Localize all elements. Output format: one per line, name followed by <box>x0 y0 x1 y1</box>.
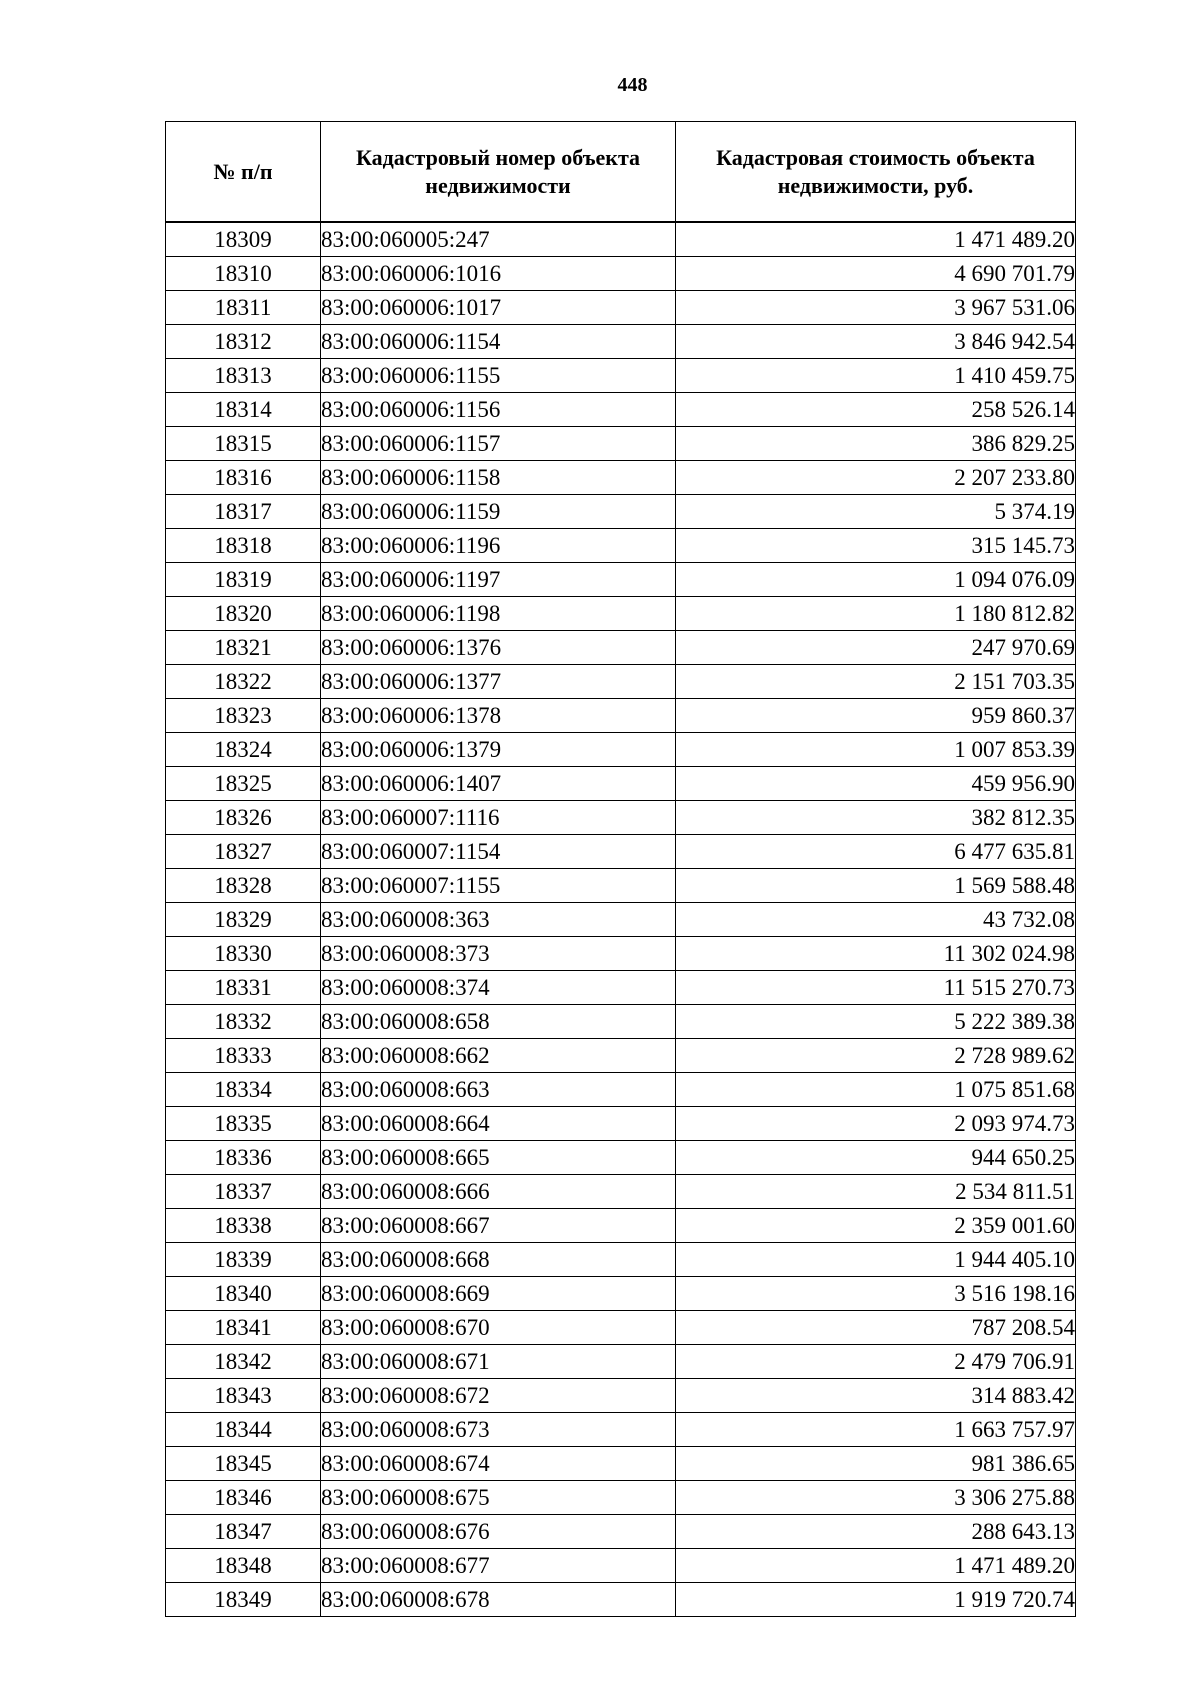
cadastral-number-cell: 83:00:060008:677 <box>321 1549 676 1583</box>
row-number-cell: 18344 <box>166 1413 321 1447</box>
row-number-cell: 18320 <box>166 597 321 631</box>
cadastral-number-cell: 83:00:060006:1154 <box>321 325 676 359</box>
cadastral-value-cell: 1 180 812.82 <box>676 597 1076 631</box>
row-number-cell: 18331 <box>166 971 321 1005</box>
cadastral-value-cell: 3 516 198.16 <box>676 1277 1076 1311</box>
table-row <box>166 1379 1076 1413</box>
cadastral-value-cell: 2 093 974.73 <box>676 1107 1076 1141</box>
cadastral-number-cell: 83:00:060008:675 <box>321 1481 676 1515</box>
table-row <box>166 393 1076 427</box>
table-row <box>166 1039 1076 1073</box>
table-row <box>166 1413 1076 1447</box>
table-row <box>166 1447 1076 1481</box>
cadastral-value-cell: 959 860.37 <box>676 699 1076 733</box>
cadastral-number-cell: 83:00:060006:1157 <box>321 427 676 461</box>
cadastral-value-cell: 944 650.25 <box>676 1141 1076 1175</box>
table-row <box>166 461 1076 495</box>
cadastral-value-cell: 6 477 635.81 <box>676 835 1076 869</box>
table-row <box>166 1073 1076 1107</box>
cadastral-value-cell: 1 944 405.10 <box>676 1243 1076 1277</box>
cadastral-value-cell: 382 812.35 <box>676 801 1076 835</box>
row-number-cell: 18349 <box>166 1583 321 1617</box>
row-number-cell: 18323 <box>166 699 321 733</box>
cadastral-value-cell: 2 534 811.51 <box>676 1175 1076 1209</box>
cadastral-number-cell: 83:00:060006:1159 <box>321 495 676 529</box>
row-number-cell: 18345 <box>166 1447 321 1481</box>
cadastral-value-cell: 5 374.19 <box>676 495 1076 529</box>
table-row <box>166 359 1076 393</box>
cadastral-number-cell: 83:00:060008:373 <box>321 937 676 971</box>
row-number-cell: 18342 <box>166 1345 321 1379</box>
row-number-cell: 18311 <box>166 291 321 325</box>
cadastral-number-cell: 83:00:060008:672 <box>321 1379 676 1413</box>
table-row <box>166 1481 1076 1515</box>
cadastral-number-cell: 83:00:060006:1196 <box>321 529 676 563</box>
cadastral-number-cell: 83:00:060007:1155 <box>321 869 676 903</box>
header-row <box>166 122 1076 223</box>
cadastral-value-cell: 787 208.54 <box>676 1311 1076 1345</box>
cadastral-value-cell: 459 956.90 <box>676 767 1076 801</box>
cadastral-value-cell: 5 222 389.38 <box>676 1005 1076 1039</box>
table-row <box>166 325 1076 359</box>
table-row <box>166 563 1076 597</box>
row-number-cell: 18313 <box>166 359 321 393</box>
table-row <box>166 222 1076 257</box>
row-number-cell: 18314 <box>166 393 321 427</box>
cadastral-value-cell: 2 479 706.91 <box>676 1345 1076 1379</box>
cadastral-value-cell: 1 471 489.20 <box>676 1549 1076 1583</box>
table-row <box>166 1345 1076 1379</box>
row-number-cell: 18346 <box>166 1481 321 1515</box>
cadastral-number-cell: 83:00:060008:673 <box>321 1413 676 1447</box>
cadastral-value-cell: 2 207 233.80 <box>676 461 1076 495</box>
cadastral-value-cell: 43 732.08 <box>676 903 1076 937</box>
cadastral-number-cell: 83:00:060008:363 <box>321 903 676 937</box>
cadastral-value-cell: 2 359 001.60 <box>676 1209 1076 1243</box>
table-row <box>166 1209 1076 1243</box>
cadastral-number-cell: 83:00:060008:676 <box>321 1515 676 1549</box>
row-number-cell: 18328 <box>166 869 321 903</box>
page-number: 448 <box>617 74 648 96</box>
table-row <box>166 971 1076 1005</box>
cadastral-number-cell: 83:00:060006:1197 <box>321 563 676 597</box>
cadastral-value-cell: 1 663 757.97 <box>676 1413 1076 1447</box>
row-number-cell: 18336 <box>166 1141 321 1175</box>
table-row <box>166 1005 1076 1039</box>
table-row <box>166 733 1076 767</box>
row-number-cell: 18310 <box>166 257 321 291</box>
table-row <box>166 699 1076 733</box>
row-number-cell: 18340 <box>166 1277 321 1311</box>
cadastral-value-cell: 1 569 588.48 <box>676 869 1076 903</box>
cadastral-value-cell: 1 919 720.74 <box>676 1583 1076 1617</box>
row-number-cell: 18325 <box>166 767 321 801</box>
row-number-cell: 18343 <box>166 1379 321 1413</box>
cadastral-number-cell: 83:00:060008:678 <box>321 1583 676 1617</box>
table-row <box>166 1311 1076 1345</box>
row-number-cell: 18319 <box>166 563 321 597</box>
cadastral-number-cell: 83:00:060007:1154 <box>321 835 676 869</box>
table-row <box>166 1583 1076 1617</box>
cadastral-number-cell: 83:00:060008:671 <box>321 1345 676 1379</box>
cadastral-number-cell: 83:00:060006:1155 <box>321 359 676 393</box>
cadastral-number-cell: 83:00:060008:664 <box>321 1107 676 1141</box>
cadastral-value-cell: 314 883.42 <box>676 1379 1076 1413</box>
cadastral-number-cell: 83:00:060008:662 <box>321 1039 676 1073</box>
row-number-cell: 18309 <box>166 222 321 257</box>
row-number-cell: 18333 <box>166 1039 321 1073</box>
cadastral-number-cell: 83:00:060005:247 <box>321 222 676 257</box>
table-row <box>166 1107 1076 1141</box>
table-row <box>166 1515 1076 1549</box>
table-row <box>166 869 1076 903</box>
cadastral-number-cell: 83:00:060006:1379 <box>321 733 676 767</box>
cadastral-value-cell: 11 302 024.98 <box>676 937 1076 971</box>
cadastral-number-cell: 83:00:060007:1116 <box>321 801 676 835</box>
row-number-cell: 18316 <box>166 461 321 495</box>
table-row <box>166 597 1076 631</box>
header-cadastral-number: Кадастровый номер объекта недвижимости <box>321 122 676 223</box>
row-number-cell: 18324 <box>166 733 321 767</box>
row-number-cell: 18329 <box>166 903 321 937</box>
cadastral-number-cell: 83:00:060008:374 <box>321 971 676 1005</box>
cadastral-number-cell: 83:00:060006:1407 <box>321 767 676 801</box>
cadastral-number-cell: 83:00:060008:663 <box>321 1073 676 1107</box>
table-row <box>166 665 1076 699</box>
cadastral-number-cell: 83:00:060006:1158 <box>321 461 676 495</box>
row-number-cell: 18326 <box>166 801 321 835</box>
cadastral-number-cell: 83:00:060006:1156 <box>321 393 676 427</box>
cadastral-number-cell: 83:00:060008:666 <box>321 1175 676 1209</box>
table-row <box>166 801 1076 835</box>
row-number-cell: 18317 <box>166 495 321 529</box>
cadastral-value-table <box>165 121 1076 1617</box>
cadastral-number-cell: 83:00:060008:668 <box>321 1243 676 1277</box>
cadastral-number-cell: 83:00:060006:1016 <box>321 257 676 291</box>
table-row <box>166 631 1076 665</box>
table-row <box>166 1243 1076 1277</box>
table-row <box>166 1175 1076 1209</box>
row-number-cell: 18348 <box>166 1549 321 1583</box>
header-cadastral-value: Кадастровая стоимость объекта недвижимости, руб. <box>676 122 1076 223</box>
cadastral-value-cell: 3 846 942.54 <box>676 325 1076 359</box>
table-row <box>166 1277 1076 1311</box>
cadastral-value-cell: 386 829.25 <box>676 427 1076 461</box>
cadastral-number-cell: 83:00:060008:667 <box>321 1209 676 1243</box>
cadastral-number-cell: 83:00:060008:674 <box>321 1447 676 1481</box>
row-number-cell: 18327 <box>166 835 321 869</box>
table-row <box>166 903 1076 937</box>
table-row <box>166 291 1076 325</box>
cadastral-number-cell: 83:00:060008:658 <box>321 1005 676 1039</box>
cadastral-number-cell: 83:00:060006:1378 <box>321 699 676 733</box>
row-number-cell: 18347 <box>166 1515 321 1549</box>
cadastral-value-cell: 315 145.73 <box>676 529 1076 563</box>
row-number-cell: 18339 <box>166 1243 321 1277</box>
table-body <box>166 222 1076 1617</box>
table-row <box>166 767 1076 801</box>
cadastral-value-cell: 4 690 701.79 <box>676 257 1076 291</box>
cadastral-number-cell: 83:00:060008:669 <box>321 1277 676 1311</box>
row-number-cell: 18337 <box>166 1175 321 1209</box>
row-number-cell: 18332 <box>166 1005 321 1039</box>
row-number-cell: 18330 <box>166 937 321 971</box>
table-row <box>166 257 1076 291</box>
cadastral-number-cell: 83:00:060006:1198 <box>321 597 676 631</box>
cadastral-value-cell: 3 967 531.06 <box>676 291 1076 325</box>
row-number-cell: 18341 <box>166 1311 321 1345</box>
cadastral-value-cell: 288 643.13 <box>676 1515 1076 1549</box>
row-number-cell: 18315 <box>166 427 321 461</box>
table-row <box>166 427 1076 461</box>
cadastral-number-cell: 83:00:060006:1377 <box>321 665 676 699</box>
table-row <box>166 1141 1076 1175</box>
cadastral-value-cell: 258 526.14 <box>676 393 1076 427</box>
row-number-cell: 18312 <box>166 325 321 359</box>
row-number-cell: 18321 <box>166 631 321 665</box>
row-number-cell: 18335 <box>166 1107 321 1141</box>
cadastral-value-cell: 11 515 270.73 <box>676 971 1076 1005</box>
cadastral-value-cell: 981 386.65 <box>676 1447 1076 1481</box>
cadastral-value-cell: 1 075 851.68 <box>676 1073 1076 1107</box>
cadastral-number-cell: 83:00:060008:670 <box>321 1311 676 1345</box>
table-header <box>166 122 1076 223</box>
table-row <box>166 937 1076 971</box>
table-row <box>166 835 1076 869</box>
cadastral-value-cell: 247 970.69 <box>676 631 1076 665</box>
row-number-cell: 18322 <box>166 665 321 699</box>
cadastral-number-cell: 83:00:060006:1017 <box>321 291 676 325</box>
cadastral-value-cell: 1 471 489.20 <box>676 222 1076 257</box>
table-row <box>166 1549 1076 1583</box>
cadastral-value-cell: 3 306 275.88 <box>676 1481 1076 1515</box>
row-number-cell: 18318 <box>166 529 321 563</box>
table-row <box>166 529 1076 563</box>
table-row <box>166 495 1076 529</box>
cadastral-value-cell: 2 151 703.35 <box>676 665 1076 699</box>
cadastral-number-cell: 83:00:060006:1376 <box>321 631 676 665</box>
cadastral-value-cell: 1 410 459.75 <box>676 359 1076 393</box>
row-number-cell: 18334 <box>166 1073 321 1107</box>
cadastral-value-cell: 1 007 853.39 <box>676 733 1076 767</box>
header-row-number: № п/п <box>166 122 321 223</box>
cadastral-number-cell: 83:00:060008:665 <box>321 1141 676 1175</box>
cadastral-value-cell: 1 094 076.09 <box>676 563 1076 597</box>
cadastral-value-cell: 2 728 989.62 <box>676 1039 1076 1073</box>
row-number-cell: 18338 <box>166 1209 321 1243</box>
